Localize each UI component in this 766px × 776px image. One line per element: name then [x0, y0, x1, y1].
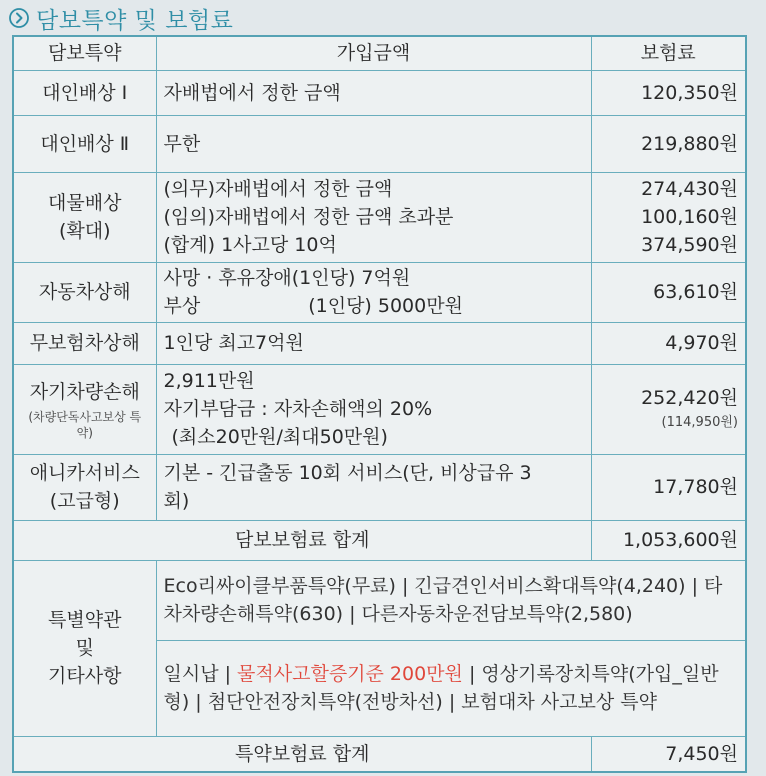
coverage-amount-injury — [164, 292, 584, 320]
coverage-name-cell — [13, 70, 156, 115]
coverage-amount-cell — [156, 115, 591, 172]
other-terms-text: | 영상기록장치특약(가입_일반 — [462, 663, 719, 685]
coverage-amount: 자배법에서 정한 금액 — [163, 81, 341, 104]
coverage-name-cell — [13, 115, 156, 172]
injury-label: 부상 — [163, 295, 201, 317]
premium-value: 252,420원 — [641, 387, 738, 409]
table-header-row — [13, 36, 746, 70]
surcharge-threshold-highlight: 물적사고할증기준 200만원 — [237, 663, 463, 685]
deductible: 자기부담금 : 자차손해액의 20% — [163, 398, 433, 420]
deductible-range: (최소20만원/최대50만원) — [171, 426, 388, 448]
table-row — [13, 115, 746, 172]
table-row — [13, 322, 746, 364]
coverage-amount-cell — [156, 70, 591, 115]
coverage-name: 대인배상 Ⅰ — [42, 81, 128, 104]
coverage-amount-cell — [156, 454, 591, 520]
other-terms-line — [164, 660, 739, 688]
premium-value: 219,880원 — [641, 132, 738, 155]
premium-cell — [591, 364, 746, 454]
header-coverage-type: 담보특약 — [13, 36, 156, 70]
coverage-name-cell — [13, 262, 156, 322]
premium-cell — [591, 172, 746, 262]
coverage-amount-cell — [156, 172, 591, 262]
coverage-total-amount: 1,053,600원 — [591, 520, 746, 560]
coverage-amount: (합계) 1사고당 10억 — [163, 234, 337, 256]
coverage-name-sub: (고급형) — [49, 490, 120, 512]
coverage-name-cell — [13, 454, 156, 520]
coverage-premium-table — [12, 35, 747, 773]
coverage-amount: (임의)자배법에서 정한 금액 초과분 — [163, 206, 454, 228]
premium-cell — [591, 322, 746, 364]
premium-value: 4,970원 — [665, 332, 738, 354]
premium-cell — [591, 454, 746, 520]
coverage-amount-cell — [156, 322, 591, 364]
coverage-total-label: 담보보험료 합계 — [13, 520, 591, 560]
header-premium: 보험료 — [591, 36, 746, 70]
premium-cell — [591, 115, 746, 172]
coverage-name: 무보험차상해 — [29, 332, 140, 354]
coverage-total-row — [13, 520, 746, 560]
coverage-name: 애니카서비스 — [29, 462, 140, 484]
injury-detail: (1인당) 5000만원 — [308, 295, 463, 317]
premium-cell — [591, 70, 746, 115]
special-terms-label-cell — [13, 560, 156, 736]
special-total-amount: 7,450원 — [591, 736, 746, 772]
special-terms-line: 차차량손해특약(630) | 다른자동차운전담보특약(2,580) — [163, 603, 633, 625]
coverage-amount: (의무)자배법에서 정한 금액 — [163, 178, 393, 200]
premium-value: 63,610원 — [653, 281, 738, 303]
table-row — [13, 262, 746, 322]
coverage-amount: 1인당 최고7억원 — [163, 332, 304, 354]
other-terms-line: 형) | 첨단안전장치특약(전방차선) | 보험대차 사고보상 특약 — [163, 691, 657, 713]
section-header — [8, 3, 233, 33]
coverage-amount: 무한 — [163, 132, 201, 155]
coverage-name-sub: (확대) — [58, 220, 111, 242]
special-terms-row — [13, 560, 746, 640]
premium-value: 374,590원 — [641, 234, 738, 256]
coverage-amount-cell — [156, 262, 591, 322]
header-coverage-amount: 가입금액 — [156, 36, 591, 70]
premium-cell — [591, 262, 746, 322]
section-title: 담보특약 및 보험료 — [36, 7, 234, 34]
special-terms-label: 특별약관 — [48, 609, 122, 631]
other-terms-block — [156, 640, 746, 736]
special-terms-block — [156, 560, 746, 640]
special-terms-line: Eco리싸이클부품특약(무료) | 긴급견인서비스확대특약(4,240) | 타 — [163, 575, 723, 597]
table-row — [13, 172, 746, 262]
coverage-amount-cell — [156, 364, 591, 454]
premium-value: 120,350원 — [641, 81, 738, 104]
premium-value: 274,430원 — [641, 178, 738, 200]
coverage-name: 자동차상해 — [38, 281, 131, 303]
premium-value: 17,780원 — [653, 476, 738, 498]
coverage-amount: 회) — [163, 490, 190, 512]
coverage-name-cell — [13, 364, 156, 454]
table-row — [13, 454, 746, 520]
coverage-name: 자기차량손해 — [29, 380, 140, 403]
premium-sub-value: (114,950원) — [661, 415, 738, 430]
special-terms-label: 기타사항 — [48, 665, 122, 687]
coverage-name: 대물배상 — [48, 192, 122, 214]
coverage-amount: 기본 - 긴급출동 10회 서비스(단, 비상급유 3 — [163, 462, 532, 484]
circle-chevron-right-icon — [8, 7, 30, 29]
coverage-name-cell — [13, 172, 156, 262]
coverage-amount: 사망 · 후유장애(1인당) 7억원 — [163, 267, 411, 289]
coverage-name-cell — [13, 322, 156, 364]
payment-type: 일시납 | — [163, 663, 238, 685]
table-row — [13, 364, 746, 454]
coverage-name: 대인배상 Ⅱ — [40, 132, 130, 155]
special-terms-label: 및 — [75, 637, 94, 659]
coverage-amount: 2,911만원 — [163, 370, 255, 392]
table-row — [13, 70, 746, 115]
special-total-row — [13, 736, 746, 772]
coverage-name-note: (차량단독사고보상 특약) — [28, 409, 142, 440]
premium-value: 100,160원 — [641, 206, 738, 228]
special-total-label: 특약보험료 합계 — [13, 736, 591, 772]
